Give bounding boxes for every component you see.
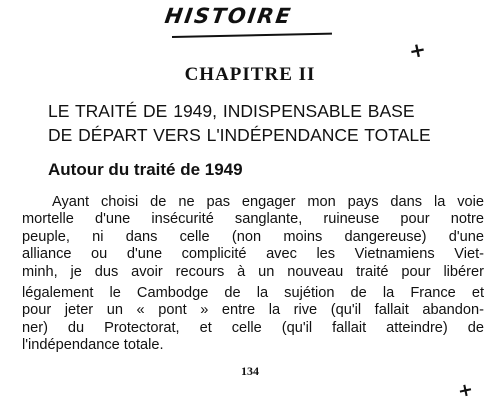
- chapter-heading: CHAPITRE II: [184, 64, 316, 85]
- body-paragraph: [22, 194, 492, 355]
- chapter-title-line: DE DÉPART VERS L'INDÉPENDANCE TOTALE: [48, 125, 431, 145]
- body-line: mortelle d'une insécurité sanglante, ruineuse pour notre: [22, 211, 484, 228]
- handwritten-underline: [172, 33, 332, 38]
- body-line: alliance ou d'une complicité avec les Vietnamiens Viet-: [22, 246, 484, 263]
- body-line: minh, je dus avoir recours à un nouveau traité pour libérer: [22, 263, 484, 280]
- body-line: l'indépendance totale.: [22, 337, 164, 354]
- body-line: légalement le Cambodge de la sujétion de la France et: [22, 285, 484, 302]
- page-number: 134: [241, 364, 259, 378]
- body-line: pour jeter un « pont » entre la rive (qu'il fallait abandon-: [22, 302, 484, 319]
- body-line: Ayant choisi de ne pas engager mon pays dans la voie: [52, 194, 484, 210]
- chapter-title-line: LE TRAITÉ DE 1949, INDISPENSABLE BASE: [48, 101, 415, 121]
- margin-cross-mark-bottom: +: [455, 378, 476, 403]
- body-line: ner) du Protectorat, et celle (qu'il fallait atteindre) de: [22, 319, 484, 336]
- section-heading: Autour du traité de 1949: [48, 160, 243, 179]
- handwritten-title: HISTOIRE: [163, 4, 294, 28]
- chapter-title: [48, 99, 488, 147]
- margin-cross-mark-top: +: [406, 36, 429, 64]
- body-line: peuple, ni dans celle (non moins dangereuse) d'une: [22, 228, 484, 245]
